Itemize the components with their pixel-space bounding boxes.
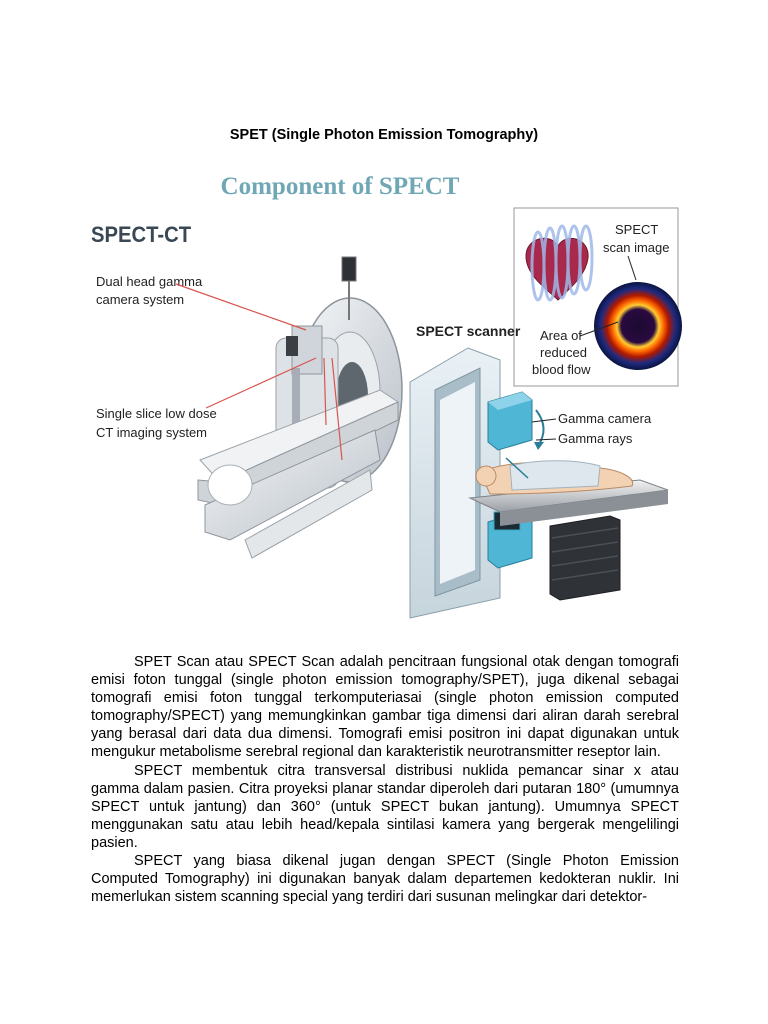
figure-heading: Component of SPECT xyxy=(220,173,460,200)
label-ct-2: CT imaging system xyxy=(96,425,208,440)
spect-illustration xyxy=(80,160,688,622)
paragraph-3: SPECT yang biasa dikenal jugan dengan SPECT (Single Photon Emission Computed Tomography) ini digunakan banyak dalam departemen kedokteran nuklir. Ini memerlukan sistem scanning special yang terdiri dari susunan melingkar dari detektor- xyxy=(91,853,679,906)
spect-figure xyxy=(80,160,688,622)
label-ct-1: Single slice low dose xyxy=(96,406,217,421)
label-scan-image-1: SPECT xyxy=(615,222,659,237)
label-reduced-1: Area of xyxy=(540,328,582,343)
page-title: SPET (Single Photon Emission Tomography) xyxy=(229,127,539,143)
paragraph-1: SPET Scan atau SPECT Scan adalah pencitraan fungsional otak dengan tomografi emisi foton tunggal (single photon emission tomography/SPET), juga dikenal sebagai tomografi emisi foton tunggal terkomputeriasai (single photon emission computed tomography/SPECT) yang memungkinkan gambar tiga dimensi dari aliran darah serebral yang berasal dari data dua dimensi. Tomografi emisi positron ini dapat digunakan untuk mengukur metabolisme serebral regional dan karakteristik neurotransmitter reseptor lain. xyxy=(91,654,679,761)
spect-scanner xyxy=(410,348,668,618)
label-dual-head-1: Dual head gamma xyxy=(96,274,203,289)
spect-ct-title: SPECT-CT xyxy=(91,223,192,248)
paragraph-2: SPECT membentuk citra transversal distribusi nuklida pemancar sinar x atau gamma dalam pasien. Citra proyeksi planar standar diperoleh dari putaran 180° (umumnya SPECT untuk jantung) dan 360° (untuk SPECT bukan jantung). Umumnya SPECT menggunakan satu atau lebih head/kepala sintilasi kamera yang bergerak mengelilingi pasien. xyxy=(91,762,679,851)
body-text xyxy=(91,653,679,906)
scan-image-inset xyxy=(514,208,682,386)
label-reduced-3: blood flow xyxy=(532,362,591,377)
label-spect-scanner: SPECT scanner xyxy=(416,323,521,339)
label-gamma-camera: Gamma camera xyxy=(558,411,652,426)
label-scan-image-2: scan image xyxy=(603,240,670,255)
label-reduced-2: reduced xyxy=(540,345,587,360)
label-gamma-rays: Gamma rays xyxy=(558,431,633,446)
label-dual-head-2: camera system xyxy=(96,292,185,307)
